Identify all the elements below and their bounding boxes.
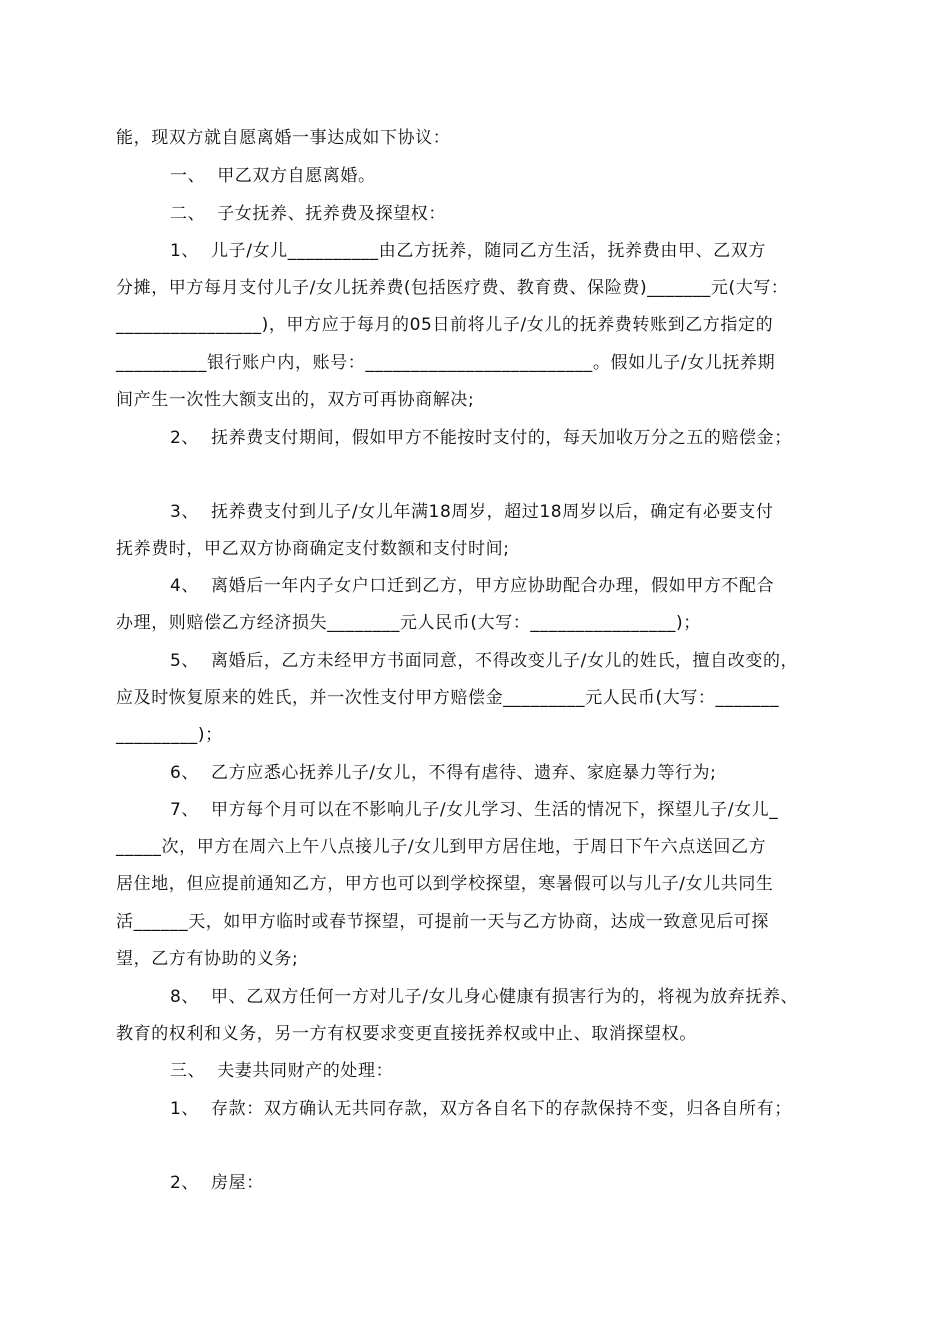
paragraph-line: 教育的权利和义务，另一方有权要求变更直接抚养权或中止、取消探望权。: [116, 1024, 697, 1044]
paragraph-line: _________)；: [116, 725, 223, 745]
paragraph-line: 分摊，甲方每月支付儿子/女儿抚养费(包括医疗费、教育费、保险费)_______元(大写：: [116, 278, 789, 298]
clause-line: 7、 甲方每个月可以在不影响儿子/女儿学习、生活的情况下，探望儿子/女儿_: [170, 800, 779, 820]
paragraph-line: 办理，则赔偿乙方经济损失________元人民币(大写：________________)；: [116, 613, 701, 633]
clause-line: 6、 乙方应悉心抚养儿子/女儿，不得有虐待、遗弃、家庭暴力等行为;: [170, 763, 717, 783]
paragraph-line: 望，乙方有协助的义务;: [116, 949, 299, 969]
clause-line: 1、 存款：双方确认无共同存款，双方各自名下的存款保持不变，归各自所有；: [170, 1099, 792, 1119]
paragraph-line: 间产生一次性大额支出的，双方可再协商解决;: [116, 390, 475, 410]
section-heading: 二、 子女抚养、抚养费及探望权：: [170, 204, 447, 224]
paragraph-line: _____次，甲方在周六上午八点接儿子/女儿到甲方居住地，于周日下午六点送回乙方: [116, 837, 767, 857]
paragraph-line: 应及时恢复原来的姓氏，并一次性支付甲方赔偿金_________元人民币(大写：_______: [116, 688, 780, 708]
clause-line: 4、 离婚后一年内子女户口迁到乙方，甲方应协助配合办理，假如甲方不配合: [170, 576, 775, 596]
clause-line: 8、 甲、乙双方任何一方对儿子/女儿身心健康有损害行为的，将视为放弃抚养、: [170, 987, 799, 1007]
clause-line: 5、 离婚后，乙方未经甲方书面同意，不得改变儿子/女儿的姓氏，擅自改变的，: [170, 651, 799, 671]
paragraph-line: __________银行账户内，账号：_________________________。假如儿子/女儿抚养期: [116, 353, 776, 373]
clause-line: 2、 房屋：: [170, 1173, 264, 1193]
paragraph-line: 能，现双方就自愿离婚一事达成如下协议：: [116, 128, 451, 148]
clause-line: 2、 抚养费支付期间，假如甲方不能按时支付的，每天加收万分之五的赔偿金；: [170, 428, 792, 448]
paragraph-line: 居住地，但应提前通知乙方，甲方也可以到学校探望，寒暑假可以与儿子/女儿共同生: [116, 874, 774, 894]
clause-line: 3、 抚养费支付到儿子/女儿年满18周岁，超过18周岁以后，确定有必要支付: [170, 502, 774, 522]
paragraph-line: 活______天，如甲方临时或春节探望，可提前一天与乙方协商，达成一致意见后可探: [116, 912, 769, 932]
paragraph-line: ________________)，甲方应于每月的05日前将儿子/女儿的抚养费转账到乙方指定的: [116, 315, 774, 335]
section-heading: 一、 甲乙双方自愿离婚。: [170, 166, 376, 186]
section-heading: 三、 夫妻共同财产的处理：: [170, 1061, 394, 1081]
clause-line: 1、 儿子/女儿__________由乙方抚养，随同乙方生活，抚养费由甲、乙双方: [170, 241, 766, 261]
paragraph-line: 抚养费时，甲乙双方协商确定支付数额和支付时间;: [116, 539, 510, 559]
